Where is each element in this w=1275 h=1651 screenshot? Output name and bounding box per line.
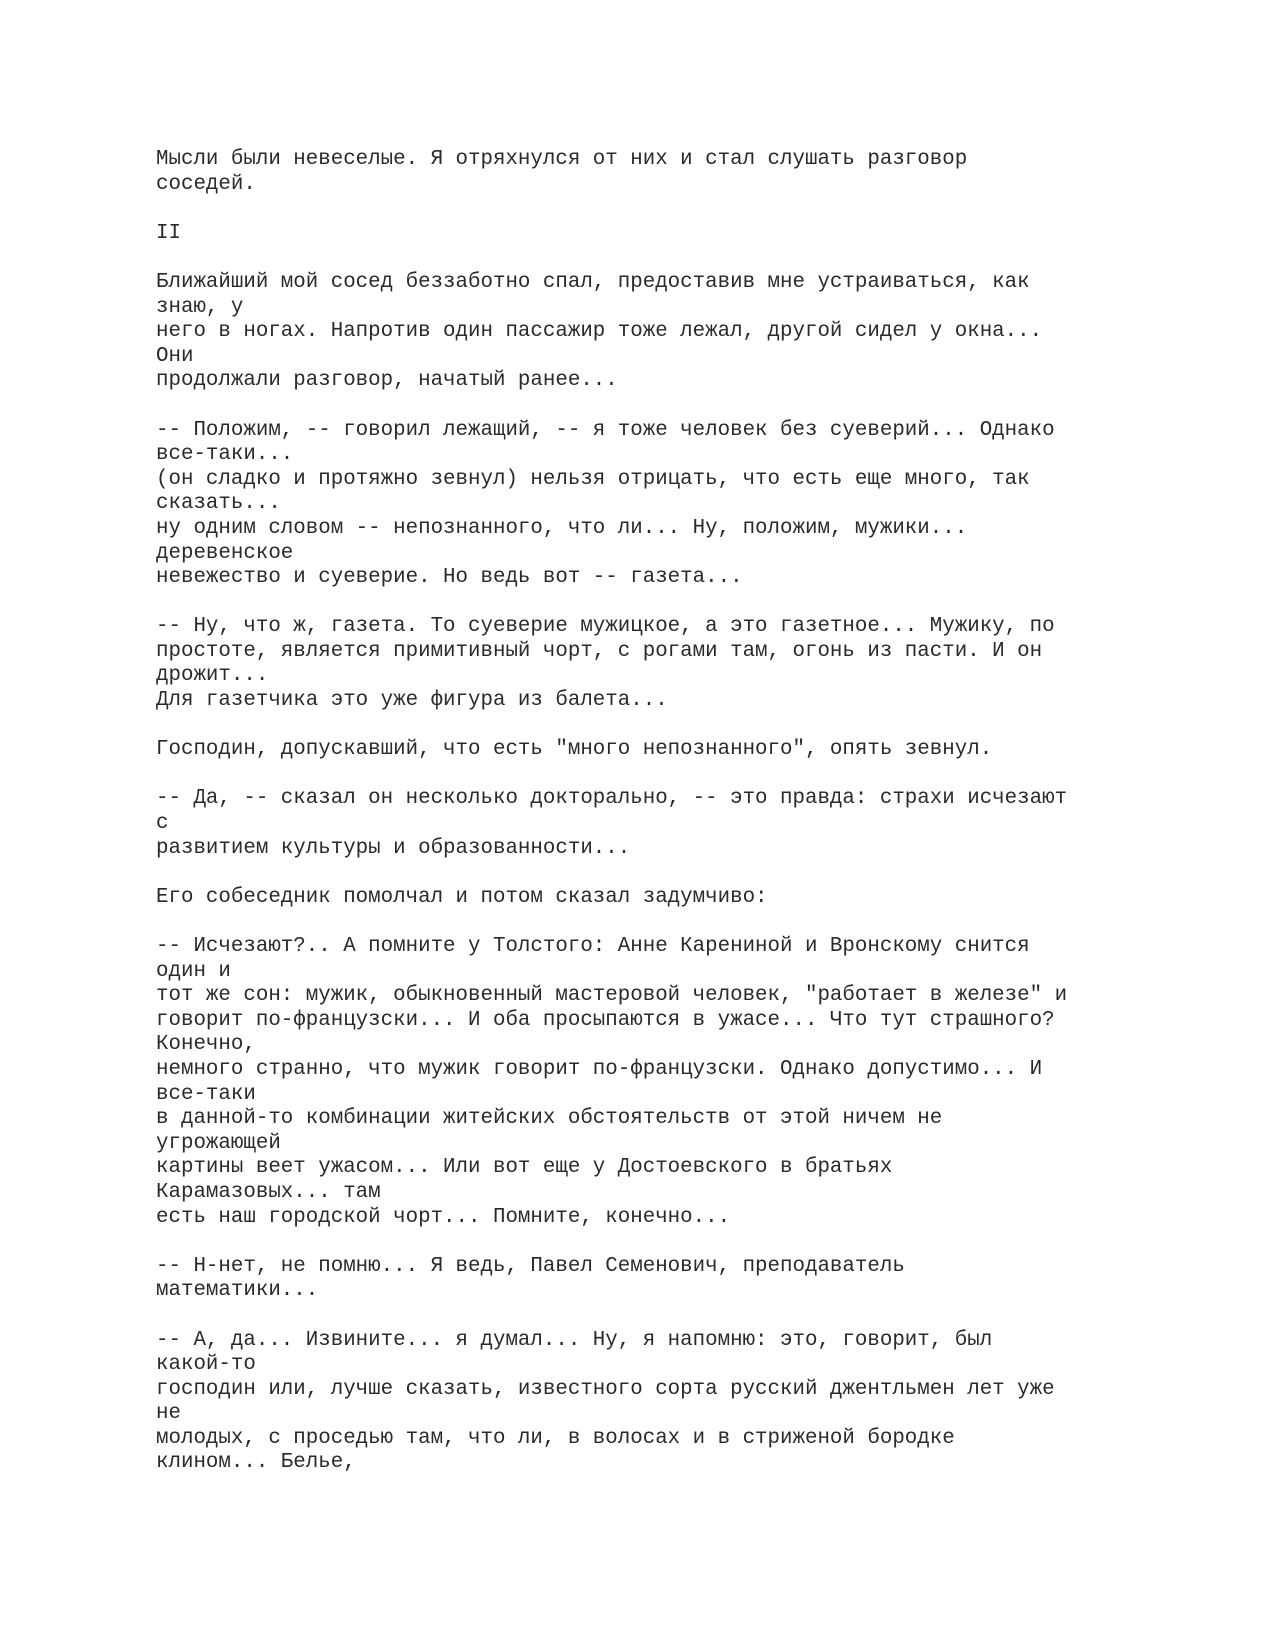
text-line: (он сладко и протяжно зевнул) нельзя отрицать, что есть еще много, так — [156, 467, 1030, 491]
text-line — [156, 197, 1206, 222]
text-line: есть наш городской чорт... Помните, конечно... — [156, 1205, 731, 1229]
text-line: Карамазовых... там — [156, 1180, 381, 1204]
text-line: Для газетчика это уже фигура из балета... — [156, 689, 668, 713]
text-line — [156, 1230, 1206, 1255]
text-line: знаю, у — [156, 295, 244, 319]
text-line: один и — [156, 959, 231, 983]
text-line: не — [156, 1402, 181, 1426]
text-line: с — [156, 812, 169, 836]
text-line: Мысли были невеселые. Я отряхнулся от них и стал слушать разговор — [156, 148, 968, 171]
text-line: картины веет ужасом... Или вот еще у Достоевского в братьях — [156, 1156, 893, 1180]
text-line: развитием культуры и образованности... — [156, 836, 631, 860]
text-line: деревенское — [156, 541, 294, 565]
text-line: простоте, является примитивный чорт, с рогами там, огонь из пасти. И он — [156, 639, 1043, 663]
text-line — [156, 861, 1206, 886]
text-line: продолжали разговор, начатый ранее... — [156, 369, 618, 393]
text-line: Они — [156, 344, 194, 368]
text-line: дрожит... — [156, 664, 269, 688]
text-line: немного странно, что мужик говорит по-французски. Однако допустимо... И — [156, 1057, 1043, 1081]
text-line: него в ногах. Напротив один пассажир тоже лежал, другой сидел у окна... — [156, 320, 1043, 344]
text-line: какой-то — [156, 1353, 256, 1377]
text-line — [156, 1304, 1206, 1329]
text-line: все-таки... — [156, 443, 294, 467]
text-line: Ближайший мой сосед беззаботно спал, предоставив мне устраиваться, как — [156, 270, 1030, 294]
text-line — [156, 910, 1206, 935]
text-line: молодых, с проседью там, что ли, в волосах и в стриженой бородке — [156, 1426, 955, 1450]
text-line: -- А, да... Извините... я думал... Ну, я напомню: это, говорит, был — [156, 1328, 993, 1352]
text-line: все-таки — [156, 1082, 256, 1106]
text-line — [156, 394, 1206, 419]
text-line: угрожающей — [156, 1131, 281, 1155]
text-line: математики... — [156, 1279, 319, 1303]
text-line: -- Да, -- сказал он несколько докторально, -- это правда: страхи исчезают — [156, 787, 1068, 811]
text-line: -- Ну, что ж, газета. То суеверие мужицкое, а это газетное... Мужику, по — [156, 615, 1055, 639]
text-line: невежество и суеверие. Но ведь вот -- газета... — [156, 566, 743, 590]
text-line — [156, 246, 1206, 271]
document-text — [156, 148, 1206, 1476]
text-line: соседей. — [156, 172, 256, 196]
text-line: -- Положим, -- говорил лежащий, -- я тоже человек без суеверий... Однако — [156, 418, 1055, 442]
text-line: сказать... — [156, 492, 281, 516]
text-line: в данной-то комбинации житейских обстоятельств от этой ничем не — [156, 1107, 943, 1131]
text-line — [156, 763, 1206, 788]
text-line: клином... Белье, — [156, 1451, 356, 1475]
text-line: -- Н-нет, не помню... Я ведь, Павел Семенович, преподаватель — [156, 1254, 905, 1278]
text-line — [156, 591, 1206, 616]
text-line: ну одним словом -- непознанного, что ли... Ну, положим, мужики... — [156, 516, 968, 540]
text-line: говорит по-французски... И оба просыпаются в ужасе... Что тут страшного? — [156, 1008, 1055, 1032]
text-line: господин или, лучше сказать, известного сорта русский джентльмен лет уже — [156, 1377, 1055, 1401]
text-line: -- Исчезают?.. А помните у Толстого: Анне Карениной и Вронскому снится — [156, 935, 1030, 958]
text-line: Его собеседник помолчал и потом сказал задумчиво: — [156, 885, 768, 909]
text-line: II — [156, 221, 181, 245]
text-line: Господин, допускавший, что есть "много непознанного", опять зевнул. — [156, 738, 993, 762]
text-line: Конечно, — [156, 1033, 256, 1057]
text-line — [156, 714, 1206, 739]
text-line: тот же сон: мужик, обыкновенный мастеровой человек, "работает в железе" и — [156, 984, 1068, 1008]
